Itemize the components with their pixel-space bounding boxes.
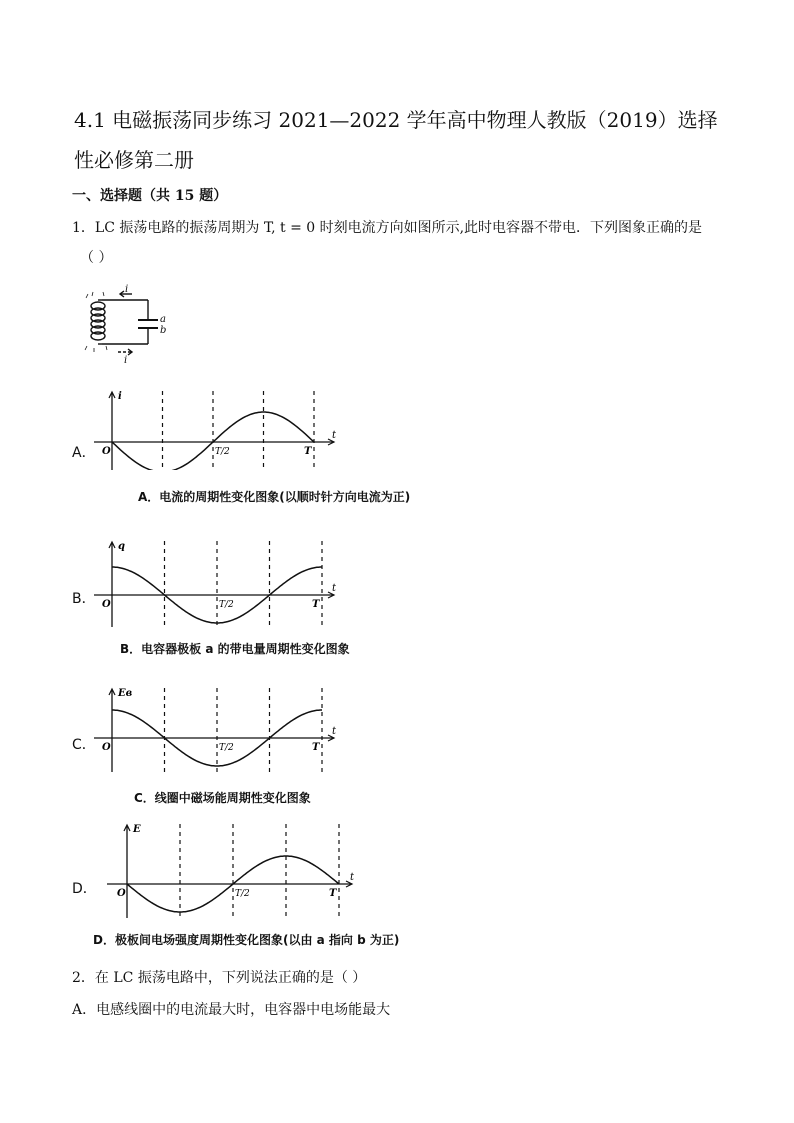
option-b-period-label: T [312,599,320,610]
question-1-answer-blank: （ ） [80,250,113,266]
option-b-origin-label: O [102,599,111,610]
option-d-graph [105,818,385,918]
option-b-x-label: t [332,583,337,594]
option-a-half-period-label: T/2 [215,447,230,457]
option-c-half-period-label: T/2 [219,743,234,753]
option-c-x-label: t [332,726,337,737]
option-c-origin-label: O [102,742,111,753]
option-a-graph [92,385,362,470]
circuit-label-i-top: i [125,284,129,295]
option-c-caption: C．线圈中磁场能周期性变化图象 [134,791,311,805]
option-c-period-label: T [312,742,320,753]
circuit-label-plate-a: a [160,314,166,325]
option-a-period-label: T [304,446,312,457]
option-d-x-label: t [350,872,355,883]
page-title: 4.1 电磁振荡同步练习 2021—2022 学年高中物理人教版（2019）选择性必修第二册 [74,108,718,172]
circuit-label-i-bottom: i [124,355,128,364]
option-a-y-label: i [118,391,122,402]
option-a-letter[interactable]: A． [72,445,96,461]
option-d-half-period-label: T/2 [235,889,250,899]
option-d-letter[interactable]: D． [72,881,97,897]
option-d-origin-label: O [117,888,126,899]
option-b-half-period-label: T/2 [219,600,234,610]
option-d-y-label: E [133,824,141,835]
option-c-graph [92,680,362,772]
option-a-curve [112,412,314,470]
option-d-caption: D．极板间电场强度周期性变化图象(以由 a 指向 b 为正) [93,933,400,947]
circuit-label-plate-b: b [160,325,167,336]
option-d-period-label: T [329,888,337,899]
question-1-text: 1．LC 振荡电路的振荡周期为 T, t = 0 时刻电流方向如图所示,此时电容器不带电．下列图象正确的是 [72,220,703,236]
section-heading: 一、选择题（共 15 题） [72,188,228,204]
lc-circuit-diagram [78,282,168,364]
option-c-letter[interactable]: C． [72,737,96,753]
question-2-option-a[interactable]: A．电感线圈中的电流最大时，电容器中电场能最大 [72,1002,391,1018]
option-b-y-label: q [118,541,125,552]
option-a-origin-label: O [102,446,111,457]
option-a-x-label: t [332,430,337,441]
question-2-text: 2．在 LC 振荡电路中，下列说法正确的是（ ） [72,970,367,986]
option-a-caption: A．电流的周期性变化图象(以顺时针方向电流为正) [138,490,411,504]
option-b-graph [92,535,362,627]
option-c-y-label: Eв [118,688,133,699]
option-b-caption: B．电容器极板 a 的带电量周期性变化图象 [120,642,350,656]
option-b-letter[interactable]: B． [72,591,96,607]
